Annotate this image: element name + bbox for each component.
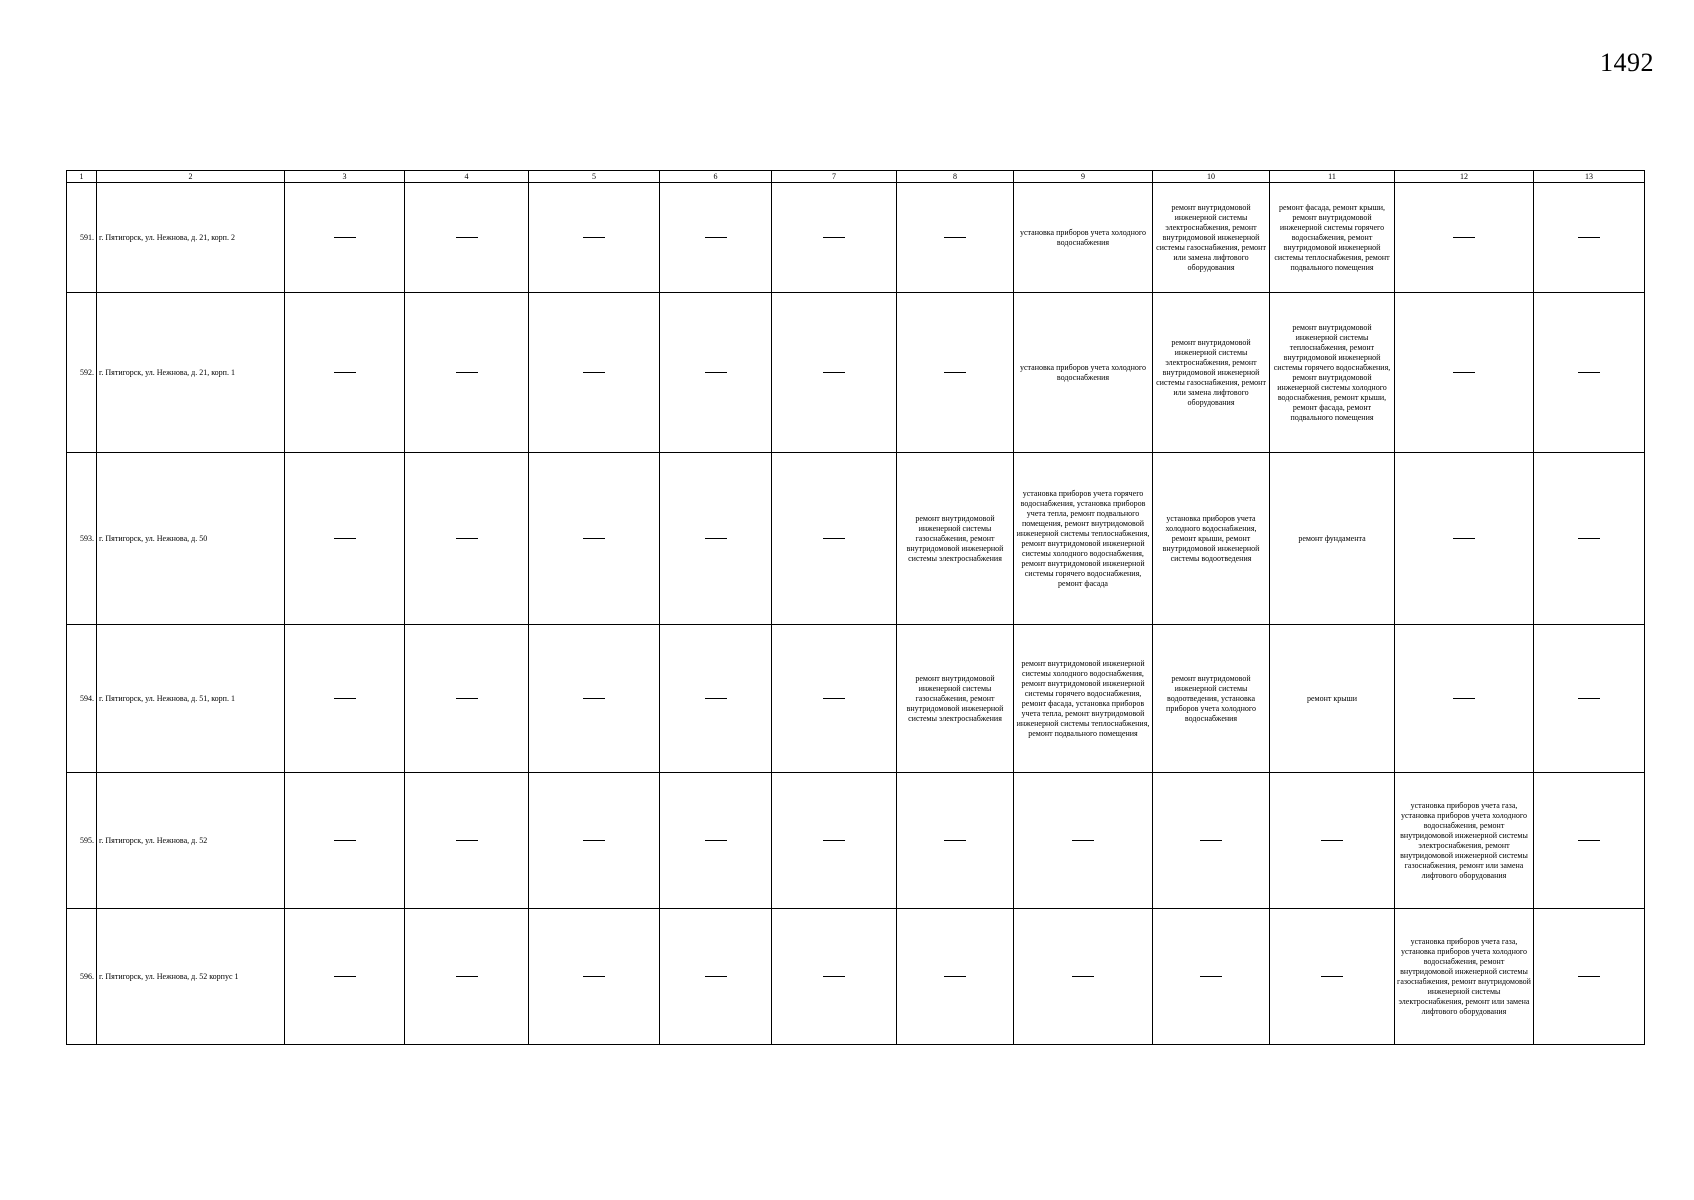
dash-mark <box>944 976 966 977</box>
header-cell: 5 <box>529 171 660 183</box>
empty-cell <box>1395 183 1534 293</box>
empty-cell <box>1534 625 1645 773</box>
dash-mark <box>944 237 966 238</box>
dash-mark <box>705 372 727 373</box>
empty-cell <box>660 453 772 625</box>
table-row <box>67 909 1645 1045</box>
dash-mark <box>456 237 478 238</box>
dash-mark <box>705 840 727 841</box>
work-cell: установка приборов учета газа, установка приборов учета холодного водоснабжения, ремонт внутридомовой инженерной системы газоснабжения, ремонт внутридомовой инженерной системы электроснабжения, ремонт или замена лифтового оборудования <box>1395 909 1534 1045</box>
work-cell: установка приборов учета холодного водоснабжения <box>1014 183 1153 293</box>
work-cell: ремонт внутридомовой инженерной системы теплоснабжения, ремонт внутридомовой инженерной системы горячего водоснабжения, ремонт внутридомовой инженерной системы холодного водоснабжения, ремонт крыши, ремонт фасада, ремонт подвального помещения <box>1270 293 1395 453</box>
work-cell: установка приборов учета холодного водоснабжения, ремонт крыши, ремонт внутридомовой инженерной системы водоотведения <box>1153 453 1270 625</box>
dash-mark <box>1453 698 1475 699</box>
dash-mark <box>705 976 727 977</box>
empty-cell <box>772 293 897 453</box>
empty-cell <box>405 773 529 909</box>
empty-cell <box>405 293 529 453</box>
header-cell: 12 <box>1395 171 1534 183</box>
dash-mark <box>823 372 845 373</box>
empty-cell <box>660 293 772 453</box>
empty-cell <box>405 625 529 773</box>
table-row <box>67 453 1645 625</box>
dash-mark <box>823 698 845 699</box>
empty-cell <box>1534 183 1645 293</box>
table-body <box>67 183 1645 1045</box>
empty-cell <box>285 293 405 453</box>
empty-cell <box>772 909 897 1045</box>
row-number: 595. <box>67 773 97 909</box>
header-cell: 1 <box>67 171 97 183</box>
row-number: 591. <box>67 183 97 293</box>
header-cell: 6 <box>660 171 772 183</box>
header-cell: 8 <box>897 171 1014 183</box>
dash-mark <box>456 538 478 539</box>
dash-mark <box>583 372 605 373</box>
work-cell: ремонт фундамента <box>1270 453 1395 625</box>
dash-mark <box>1578 538 1600 539</box>
empty-cell <box>285 773 405 909</box>
dash-mark <box>1453 372 1475 373</box>
empty-cell <box>897 773 1014 909</box>
empty-cell <box>660 625 772 773</box>
row-address: г. Пятигорск, ул. Нежнова, д. 51, корп. 1 <box>97 625 285 773</box>
row-number: 596. <box>67 909 97 1045</box>
empty-cell <box>1153 909 1270 1045</box>
empty-cell <box>529 453 660 625</box>
header-cell: 13 <box>1534 171 1645 183</box>
empty-cell <box>772 453 897 625</box>
dash-mark <box>1578 372 1600 373</box>
dash-mark <box>1072 976 1094 977</box>
dash-mark <box>1578 698 1600 699</box>
header-cell: 7 <box>772 171 897 183</box>
dash-mark <box>944 372 966 373</box>
work-cell: установка приборов учета горячего водоснабжения, установка приборов учета тепла, ремонт подвального помещения, ремонт внутридомовой инженерной системы теплоснабжения, ремонт внутридомовой инженерной системы холодного водоснабжения, ремонт внутридомовой инженерной системы горячего водоснабжения, ремонт фасада <box>1014 453 1153 625</box>
dash-mark <box>823 840 845 841</box>
empty-cell <box>529 909 660 1045</box>
dash-mark <box>1321 976 1343 977</box>
row-address: г. Пятигорск, ул. Нежнова, д. 52 <box>97 773 285 909</box>
empty-cell <box>1395 293 1534 453</box>
dash-mark <box>334 372 356 373</box>
empty-cell <box>405 183 529 293</box>
dash-mark <box>456 976 478 977</box>
empty-cell <box>772 773 897 909</box>
row-address: г. Пятигорск, ул. Нежнова, д. 21, корп. 2 <box>97 183 285 293</box>
row-number: 594. <box>67 625 97 773</box>
dash-mark <box>334 840 356 841</box>
table-row <box>67 773 1645 909</box>
dash-mark <box>583 698 605 699</box>
dash-mark <box>1321 840 1343 841</box>
header-cell: 4 <box>405 171 529 183</box>
work-cell: установка приборов учета холодного водоснабжения <box>1014 293 1153 453</box>
dash-mark <box>456 698 478 699</box>
row-address: г. Пятигорск, ул. Нежнова, д. 50 <box>97 453 285 625</box>
dash-mark <box>1578 840 1600 841</box>
dash-mark <box>583 538 605 539</box>
empty-cell <box>285 453 405 625</box>
page-number: 1492 <box>1600 48 1654 77</box>
empty-cell <box>660 909 772 1045</box>
empty-cell <box>529 773 660 909</box>
dash-mark <box>1578 237 1600 238</box>
dash-mark <box>334 976 356 977</box>
dash-mark <box>944 840 966 841</box>
empty-cell <box>772 625 897 773</box>
empty-cell <box>529 183 660 293</box>
header-cell: 3 <box>285 171 405 183</box>
dash-mark <box>1072 840 1094 841</box>
dash-mark <box>705 538 727 539</box>
dash-mark <box>334 237 356 238</box>
dash-mark <box>1578 976 1600 977</box>
works-table <box>66 170 1645 1045</box>
empty-cell <box>897 909 1014 1045</box>
empty-cell <box>1534 453 1645 625</box>
header-cell: 10 <box>1153 171 1270 183</box>
empty-cell <box>529 625 660 773</box>
empty-cell <box>660 773 772 909</box>
empty-cell <box>1395 625 1534 773</box>
header-cell: 11 <box>1270 171 1395 183</box>
empty-cell <box>1534 293 1645 453</box>
dash-mark <box>456 372 478 373</box>
dash-mark <box>1200 840 1222 841</box>
dash-mark <box>334 538 356 539</box>
dash-mark <box>705 698 727 699</box>
dash-mark <box>456 840 478 841</box>
dash-mark <box>583 237 605 238</box>
empty-cell <box>1534 909 1645 1045</box>
empty-cell <box>285 625 405 773</box>
work-cell: ремонт внутридомовой инженерной системы электроснабжения, ремонт внутридомовой инженерной системы газоснабжения, ремонт или замена лифтового оборудования <box>1153 183 1270 293</box>
header-row <box>67 171 1645 183</box>
dash-mark <box>823 237 845 238</box>
dash-mark <box>823 976 845 977</box>
work-cell: ремонт внутридомовой инженерной системы электроснабжения, ремонт внутридомовой инженерной системы газоснабжения, ремонт или замена лифтового оборудования <box>1153 293 1270 453</box>
empty-cell <box>1270 773 1395 909</box>
empty-cell <box>1153 773 1270 909</box>
dash-mark <box>823 538 845 539</box>
work-cell: ремонт внутридомовой инженерной системы холодного водоснабжения, ремонт внутридомовой инженерной системы горячего водоснабжения, ремонт фасада, установка приборов учета тепла, ремонт внутридомовой инженерной системы теплоснабжения, ремонт подвального помещения <box>1014 625 1153 773</box>
empty-cell <box>1395 453 1534 625</box>
table-row <box>67 183 1645 293</box>
empty-cell <box>1534 773 1645 909</box>
work-cell: ремонт внутридомовой инженерной системы водоотведения, установка приборов учета холодного водоснабжения <box>1153 625 1270 773</box>
empty-cell <box>1014 773 1153 909</box>
empty-cell <box>660 183 772 293</box>
dash-mark <box>583 976 605 977</box>
row-number: 593. <box>67 453 97 625</box>
row-address: г. Пятигорск, ул. Нежнова, д. 52 корпус 1 <box>97 909 285 1045</box>
empty-cell <box>405 909 529 1045</box>
dash-mark <box>1453 237 1475 238</box>
dash-mark <box>583 840 605 841</box>
dash-mark <box>334 698 356 699</box>
row-address: г. Пятигорск, ул. Нежнова, д. 21, корп. 1 <box>97 293 285 453</box>
empty-cell <box>897 183 1014 293</box>
table-row <box>67 625 1645 773</box>
work-cell: ремонт крыши <box>1270 625 1395 773</box>
empty-cell <box>897 293 1014 453</box>
empty-cell <box>1270 909 1395 1045</box>
header-cell: 2 <box>97 171 285 183</box>
empty-cell <box>285 183 405 293</box>
work-cell: установка приборов учета газа, установка приборов учета холодного водоснабжения, ремонт внутридомовой инженерной системы электроснабжения, ремонт внутридомовой инженерной системы газоснабжения, ремонт или замена лифтового оборудования <box>1395 773 1534 909</box>
dash-mark <box>1200 976 1222 977</box>
row-number: 592. <box>67 293 97 453</box>
dash-mark <box>705 237 727 238</box>
empty-cell <box>772 183 897 293</box>
work-cell: ремонт внутридомовой инженерной системы газоснабжения, ремонт внутридомовой инженерной системы электроснабжения <box>897 625 1014 773</box>
empty-cell <box>1014 909 1153 1045</box>
work-cell: ремонт фасада, ремонт крыши, ремонт внутридомовой инженерной системы горячего водоснабжения, ремонт внутридомовой инженерной системы теплоснабжения, ремонт подвального помещения <box>1270 183 1395 293</box>
header-cell: 9 <box>1014 171 1153 183</box>
work-cell: ремонт внутридомовой инженерной системы газоснабжения, ремонт внутридомовой инженерной системы электроснабжения <box>897 453 1014 625</box>
dash-mark <box>1453 538 1475 539</box>
table-row <box>67 293 1645 453</box>
empty-cell <box>405 453 529 625</box>
empty-cell <box>285 909 405 1045</box>
empty-cell <box>529 293 660 453</box>
